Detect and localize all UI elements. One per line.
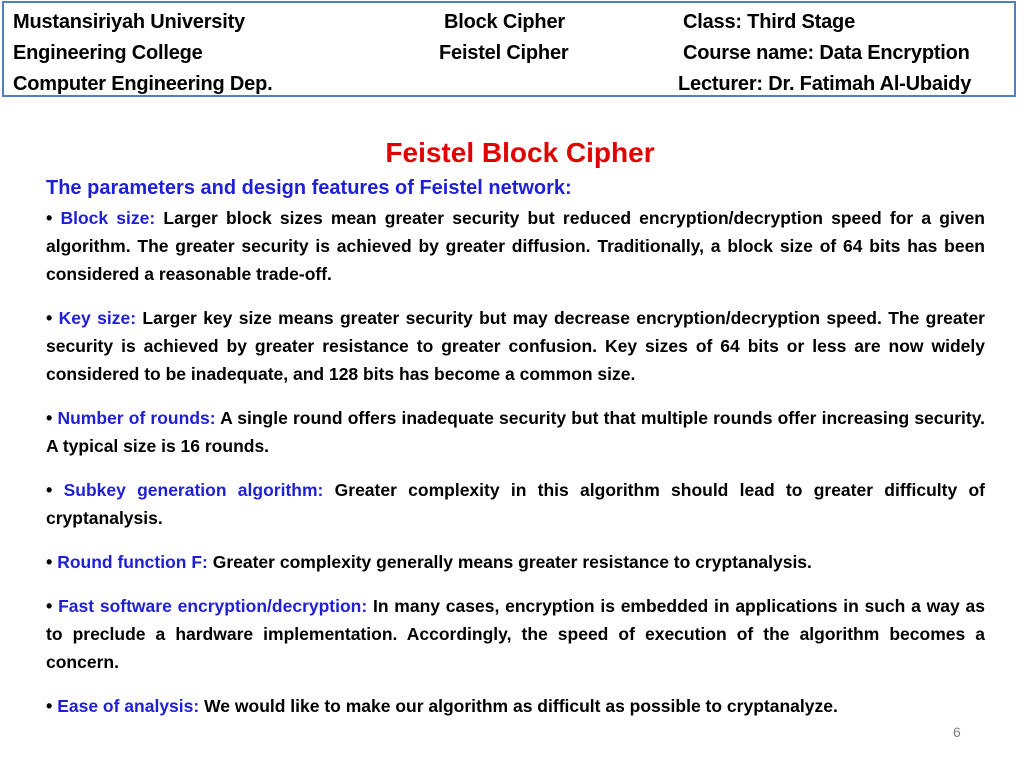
bullet-dot: • xyxy=(46,408,53,428)
lecturer-name: Lecturer: Dr. Fatimah Al-Ubaidy xyxy=(678,73,972,95)
bullet-term: Key size: xyxy=(58,308,137,328)
course-name: Course name: Data Encryption xyxy=(683,42,970,64)
slide-subtitle: The parameters and design features of Feistel network: xyxy=(46,177,572,199)
bullet-text: Larger key size means greater security but may decrease encryption/decryption speed. The greater security is achieved by greater resistance to greater confusion. Key sizes of 64 bits or less are now widely considered to be inadequate, and 128 bits has become a common size. xyxy=(46,308,985,384)
page-number: 6 xyxy=(953,724,961,740)
department-name: Computer Engineering Dep. xyxy=(13,73,273,95)
bullet-text: Greater complexity generally means greater resistance to cryptanalysis. xyxy=(212,552,812,572)
topic-block-cipher: Block Cipher xyxy=(444,11,565,33)
slide-header xyxy=(2,1,1016,97)
bullet-item-round-function xyxy=(46,548,985,576)
bullet-term: Block size: xyxy=(60,208,156,228)
bullet-text: We would like to make our algorithm as difficult as possible to cryptanalyze. xyxy=(204,696,838,716)
bullet-dot: • xyxy=(46,208,53,228)
bullet-item-block-size xyxy=(46,204,985,288)
bullet-dot: • xyxy=(46,480,53,500)
bullet-dot: • xyxy=(46,552,53,572)
bullet-dot: • xyxy=(46,308,53,328)
bullet-list xyxy=(46,204,985,736)
bullet-term: Subkey generation algorithm: xyxy=(63,480,324,500)
slide-title: Feistel Block Cipher xyxy=(385,137,655,168)
bullet-term: Fast software encryption/decryption: xyxy=(58,596,368,616)
bullet-term: Number of rounds: xyxy=(57,408,216,428)
bullet-text: In many cases, encryption is embedded in applications in such a way as to preclude a hardware implementation. Accordingly, the speed of execution of the algorithm becomes a concern. xyxy=(46,596,985,672)
bullet-dot: • xyxy=(46,696,53,716)
bullet-dot: • xyxy=(46,596,53,616)
bullet-term: Round function F: xyxy=(57,552,208,572)
bullet-item-ease-of-analysis xyxy=(46,692,985,720)
class-info: Class: Third Stage xyxy=(683,11,855,33)
bullet-text: A single round offers inadequate security but that multiple rounds offer increasing security. A typical size is 16 rounds. xyxy=(46,408,986,456)
topic-feistel-cipher: Feistel Cipher xyxy=(439,42,569,64)
bullet-item-fast-software xyxy=(46,592,985,676)
bullet-item-number-of-rounds xyxy=(46,404,985,460)
bullet-item-key-size xyxy=(46,304,985,388)
college-name: Engineering College xyxy=(13,42,203,64)
university-name: Mustansiriyah University xyxy=(13,11,245,33)
bullet-item-subkey-generation xyxy=(46,476,985,532)
bullet-term: Ease of analysis: xyxy=(57,696,200,716)
bullet-text: Larger block sizes mean greater security but reduced encryption/decryption speed for a given algorithm. The greater security is achieved by greater diffusion. Traditionally, a block size of 64 bits has been considered a reasonable trade-off. xyxy=(46,208,985,284)
bullet-text: Greater complexity in this algorithm should lead to greater difficulty of cryptanalysis. xyxy=(46,480,985,528)
